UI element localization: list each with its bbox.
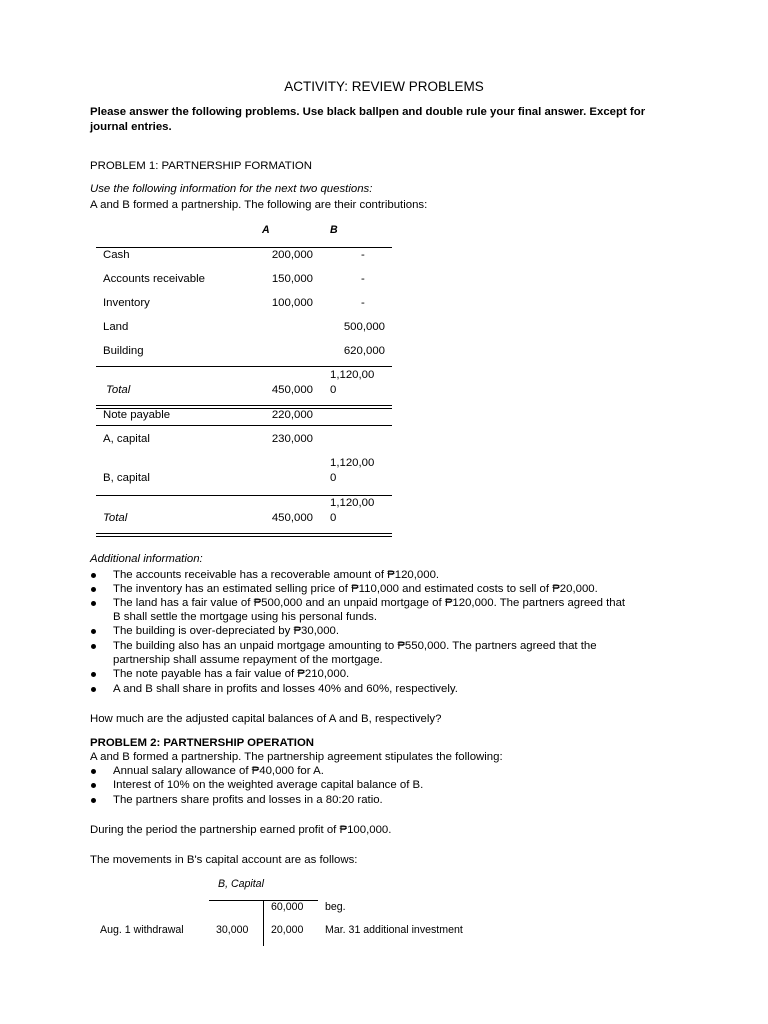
row-value-a: 230,000 (271, 433, 313, 445)
row-label: Inventory (103, 297, 150, 309)
movements-statement: The movements in B's capital account are as follows: (90, 854, 358, 866)
total-value-a: 450,000 (271, 384, 313, 396)
row-value-a: 220,000 (271, 409, 313, 421)
row-value-b: - (361, 273, 365, 285)
total-label: Total (106, 384, 131, 396)
total-value-a: 450,000 (271, 512, 313, 524)
column-header-a: A (262, 224, 270, 236)
row-label: Cash (103, 249, 130, 261)
row-label: B, capital (103, 472, 150, 484)
row-label: Accounts receivable (103, 273, 205, 285)
column-header-b: B (330, 224, 338, 236)
double-rule-bottom (96, 536, 392, 537)
credit-amount: 60,000 (271, 901, 304, 913)
debit-note: Aug. 1 withdrawal (100, 924, 184, 936)
row-value-b-line-1: 1,120,00 (330, 457, 375, 469)
row-value-a: 150,000 (271, 273, 313, 285)
total-value-b-line-1: 1,120,00 (330, 369, 375, 381)
list-item: The accounts receivable has a recoverable amount of ₱120,000. (113, 569, 440, 581)
table-rule (96, 247, 392, 248)
row-label: Note payable (103, 409, 171, 421)
row-label: Land (103, 321, 129, 333)
total-value-b-line-2: 0 (330, 384, 337, 396)
row-label: A, capital (103, 433, 150, 445)
instructions-line-1: Please answer the following problems. Use black ballpen and double rule your final answer. Except for (90, 106, 646, 118)
subtotal-rule (96, 495, 392, 496)
bullet-icon (91, 769, 96, 774)
list-item-continuation: partnership shall assume repayment of the mortgage. (113, 654, 383, 666)
row-value-a: 100,000 (271, 297, 313, 309)
row-value-b: 620,000 (343, 345, 385, 357)
bullet-icon (91, 644, 96, 649)
problem-2-intro: A and B formed a partnership. The partnership agreement stipulates the following: (90, 751, 503, 763)
total-value-b-line-2: 0 (330, 512, 337, 524)
total-value-b-line-1: 1,120,00 (330, 497, 375, 509)
list-item: Annual salary allowance of ₱40,000 for A. (113, 765, 324, 777)
bullet-icon (91, 601, 96, 606)
row-value-b: - (361, 297, 365, 309)
list-item: The land has a fair value of ₱500,000 and an unpaid mortgage of ₱120,000. The partners agreed that (113, 597, 626, 609)
list-item: The building also has an unpaid mortgage amounting to ₱550,000. The partners agreed that the (113, 640, 597, 652)
double-rule-top (96, 533, 392, 534)
row-value-b: 500,000 (343, 321, 385, 333)
subtotal-rule (96, 366, 392, 367)
bullet-icon (91, 672, 96, 677)
credit-amount: 20,000 (271, 924, 304, 936)
credit-note: Mar. 31 additional investment (325, 924, 463, 936)
list-item: The partners share profits and losses in a 80:20 ratio. (113, 794, 383, 806)
problem-1-intro: A and B formed a partnership. The following are their contributions: (90, 199, 428, 211)
bullet-icon (91, 798, 96, 803)
row-value-b-line-2: 0 (330, 472, 337, 484)
problem-1-question: How much are the adjusted capital balances of A and B, respectively? (90, 713, 442, 725)
bullet-icon (91, 629, 96, 634)
instructions-line-2: journal entries. (90, 121, 172, 133)
list-item: The building is over-depreciated by ₱30,000. (113, 625, 340, 637)
bullet-icon (91, 783, 96, 788)
total-label: Total (103, 512, 128, 524)
row-label: Building (103, 345, 144, 357)
problem-1-heading: PROBLEM 1: PARTNERSHIP FORMATION (90, 160, 312, 172)
list-item-continuation: B shall settle the mortgage using his personal funds. (113, 611, 378, 623)
row-value-a: 200,000 (271, 249, 313, 261)
bullet-icon (91, 587, 96, 592)
debit-amount: 30,000 (216, 924, 249, 936)
bullet-icon (91, 573, 96, 578)
row-value-b: - (361, 249, 365, 261)
t-account-title: B, Capital (218, 878, 264, 890)
table-rule (96, 425, 392, 426)
credit-note: beg. (325, 901, 346, 913)
page-title: ACTIVITY: REVIEW PROBLEMS (284, 79, 484, 94)
additional-info-heading: Additional information: (90, 553, 203, 565)
t-account-vertical-rule (263, 900, 264, 946)
list-item: The inventory has an estimated selling price of ₱110,000 and estimated costs to sell of ₱20,000. (113, 583, 598, 595)
double-rule-top (96, 405, 392, 406)
list-item: Interest of 10% on the weighted average capital balance of B. (113, 779, 424, 791)
bullet-icon (91, 687, 96, 692)
profit-statement: During the period the partnership earned profit of ₱100,000. (90, 824, 392, 836)
list-item: The note payable has a fair value of ₱210,000. (113, 668, 350, 680)
list-item: A and B shall share in profits and losses 40% and 60%, respectively. (113, 683, 458, 695)
problem-2-heading: PROBLEM 2: PARTNERSHIP OPERATION (90, 737, 315, 749)
problem-1-intro-italic: Use the following information for the next two questions: (90, 183, 373, 195)
